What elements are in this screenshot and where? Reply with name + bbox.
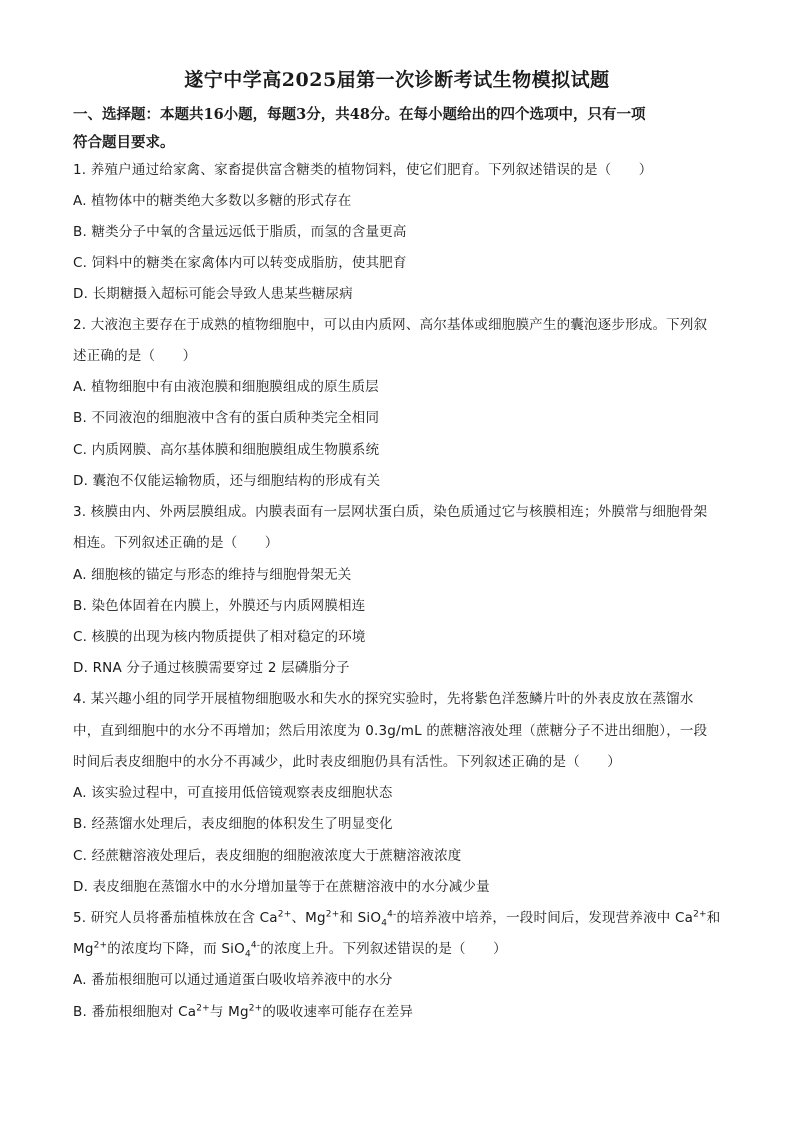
- page-title: 遂宁中学高2025届第一次诊断考试生物模拟试题: [184, 69, 610, 91]
- question-4-option-d: D. 表皮细胞在蒸馏水中的水分增加量等于在蔗糖溶液中的水分减少量: [73, 879, 490, 895]
- question-2-stem-line-2: 述正确的是（ ）: [73, 348, 197, 364]
- question-2-option-d: D. 囊泡不仅能运输物质，还与细胞结构的形成有关: [73, 473, 381, 489]
- question-3-option-d: D. RNA 分子通过核膜需要穿过 2 层磷脂分子: [73, 660, 350, 676]
- question-3-stem-line-1: 3. 核膜由内、外两层膜组成。内膜表面有一层网状蛋白质，染色质通过它与核膜相连；外膜常与细胞骨架: [73, 504, 708, 520]
- question-2-stem-line-1: 2. 大液泡主要存在于成熟的植物细胞中，可以由内质网、高尔基体或细胞膜产生的囊泡逐步形成。下列叙: [73, 317, 708, 333]
- question-2-option-c: C. 内质网膜、高尔基体膜和细胞膜组成生物膜系统: [73, 442, 380, 458]
- question-5-stem-line-2: $Mg^{2+}$的浓度均下降，而 SiO$_4^{4-}$的浓度上升。下列叙述错误的是（ ）: [73, 940, 507, 960]
- question-5-option-a: A. 番茄根细胞可以通过通道蛋白吸收培养液中的水分: [73, 972, 393, 988]
- question-1-stem: 1. 养殖户通过给家禽、家畜提供富含糖类的植物饲料，使它们肥育。下列叙述错误的是（ ）: [73, 162, 653, 178]
- section-heading-line-1: 一、选择题：本题共16小题，每题3分，共48分。在每小题给出的四个选项中，只有一项: [73, 106, 646, 123]
- question-1-option-d: D. 长期糖摄入超标可能会导致人患某些糖尿病: [73, 286, 353, 302]
- question-4-stem-line-2: 中，直到细胞中的水分不再增加；然后用浓度为 0.3g/mL 的蔗糖溶液处理（蔗糖分子不进出细胞），一段: [73, 723, 708, 739]
- question-2-option-b: B. 不同液泡的细胞液中含有的蛋白质种类完全相同: [73, 410, 380, 426]
- question-1-option-c: C. 饲料中的糖类在家禽体内可以转变成脂肪，使其肥育: [73, 255, 407, 271]
- question-4-option-b: B. 经蒸馏水处理后，表皮细胞的体积发生了明显变化: [73, 816, 393, 832]
- question-4-option-c: C. 经蔗糖溶液处理后，表皮细胞的细胞液浓度大于蔗糖溶液浓度: [73, 848, 462, 864]
- question-2-option-a: A. 植物细胞中有由液泡膜和细胞膜组成的原生质层: [73, 379, 379, 395]
- question-5-stem-line-1: 5. 研究人员将番茄植株放在含 $Ca^{2+}$、$Mg^{2+}$和 SiO$_4^{4-}$的培养液中培养，一段时间后，发现营养液中 $Ca^{2+}$和: [73, 909, 721, 929]
- question-3-stem-line-2: 相连。下列叙述正确的是（ ）: [73, 535, 279, 551]
- question-1-option-b: B. 糖类分子中氧的含量远远低于脂质，而氢的含量更高: [73, 224, 407, 240]
- section-heading-line-2: 符合题目要求。: [73, 134, 175, 151]
- question-1-option-a: A. 植物体中的糖类绝大多数以多糖的形式存在: [73, 193, 352, 209]
- question-5-option-b: B. 番茄根细胞对 $Ca^{2+}$与 $Mg^{2+}$的吸收速率可能存在差异: [73, 1003, 414, 1020]
- question-3-option-b: B. 染色体固着在内膜上，外膜还与内质网膜相连: [73, 598, 366, 614]
- question-3-option-a: A. 细胞核的锚定与形态的维持与细胞骨架无关: [73, 567, 352, 583]
- question-4-stem-line-3: 时间后表皮细胞中的水分不再减少，此时表皮细胞仍具有活性。下列叙述正确的是（ ）: [73, 754, 621, 770]
- question-3-option-c: C. 核膜的出现为核内物质提供了相对稳定的环境: [73, 629, 366, 645]
- question-4-stem-line-1: 4. 某兴趣小组的同学开展植物细胞吸水和失水的探究实验时，先将紫色洋葱鳞片叶的外表皮放在蒸馏水: [73, 691, 694, 707]
- question-4-option-a: A. 该实验过程中，可直接用低倍镜观察表皮细胞状态: [73, 785, 393, 801]
